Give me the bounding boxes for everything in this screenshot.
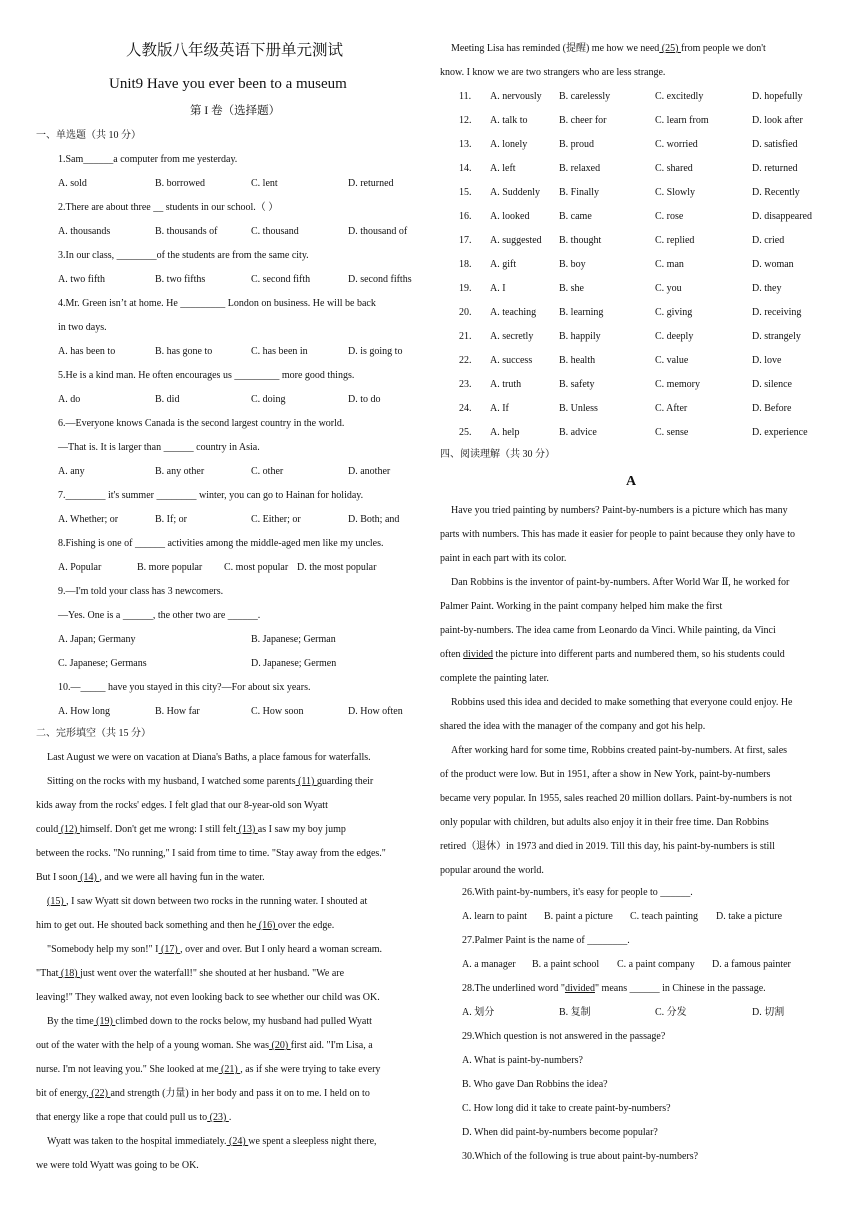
option: B. has gone to — [155, 346, 213, 357]
option: A. nervously — [490, 91, 542, 102]
option: A. learn to paint — [462, 911, 527, 922]
option: A. truth — [490, 379, 522, 390]
option: B. boy — [559, 259, 586, 270]
blank-marker: (24) — [226, 1136, 249, 1147]
passage-line: became very popular. In 1955, sales reached 20 million dollars. Paint-by-numbers is not — [440, 793, 792, 804]
option: B. came — [559, 211, 592, 222]
option: C. After — [655, 403, 688, 414]
passage-line: only popular with children, but adults also enjoy it in their free time. Dan Robbins — [440, 817, 769, 828]
blank-marker: (23) — [207, 1112, 229, 1123]
item-number: 12. — [459, 115, 472, 126]
item-number: 19. — [459, 283, 472, 294]
passage-line: But I soon (14) , and we were all having fun in the water. — [36, 872, 265, 883]
passage-line: "Somebody help my son!" I (17) , over and over. But I only heard a woman scream. — [47, 944, 383, 955]
passage-line: paint-by-numbers. The idea came from Leonardo da Vinci. While painting, da Vinci — [440, 625, 776, 636]
option: B. safety — [559, 379, 595, 390]
option: C. a paint company — [617, 959, 695, 970]
option: B. health — [559, 355, 596, 366]
option: A. secretly — [490, 331, 534, 342]
passage-line: could (12) himself. Don't get me wrong: I still felt (13) as I saw my boy jump — [36, 824, 346, 835]
passage-line: After working hard for some time, Robbins created paint-by-numbers. At first, sales — [451, 745, 788, 756]
option: D. returned — [348, 178, 394, 189]
question-stem: 29.Which question is not answered in the passage? — [462, 1031, 666, 1042]
option: D. Both; and — [348, 514, 400, 525]
item-number: 18. — [459, 259, 472, 270]
option: B. 复制 — [559, 1007, 591, 1018]
question-stem: 7.________ it's summer ________ winter, you can go to Hainan for holiday. — [58, 490, 364, 501]
passage-line: "That (18) just went over the waterfall!" she shouted at her husband. "We are — [36, 968, 345, 979]
question-stem: 4.Mr. Green isn’t at home. He _________ London on business. He will be back — [58, 298, 376, 309]
option: D. woman — [752, 259, 794, 270]
option: C. deeply — [655, 331, 694, 342]
passage-line: retired（退休）in 1973 and died in 2019. Till this day, his paint-by-numbers is still — [440, 841, 775, 852]
option: D. they — [752, 283, 782, 294]
item-number: 23. — [459, 379, 472, 390]
option: C. doing — [251, 394, 286, 405]
option: B. paint a picture — [544, 911, 613, 922]
option: A. I — [490, 283, 506, 294]
option: B. Unless — [559, 403, 598, 414]
option: D. Recently — [752, 187, 800, 198]
option: D. strangely — [752, 331, 801, 342]
option: C. rose — [655, 211, 684, 222]
blank-marker: (12) — [58, 824, 80, 835]
option: A. any — [58, 466, 85, 477]
option: C. Slowly — [655, 187, 696, 198]
option: C. shared — [655, 163, 693, 174]
option: C. worried — [655, 139, 698, 150]
passage-line: nurse. I'm not leaving you." She looked at me (21) , as if she were trying to take every — [36, 1064, 381, 1075]
item-number: 16. — [459, 211, 472, 222]
option: D. love — [752, 355, 782, 366]
option: A. left — [490, 163, 516, 174]
option: D. experience — [752, 427, 808, 438]
blank-marker: (25) — [659, 43, 681, 54]
blank-marker: (21) — [218, 1064, 241, 1075]
option: D. thousand of — [348, 226, 408, 237]
item-number: 11. — [459, 91, 472, 102]
option: B. Finally — [559, 187, 600, 198]
option: A. How long — [58, 706, 110, 717]
option: D. How often — [348, 706, 403, 717]
question-stem: in two days. — [58, 322, 107, 333]
question-stem: 1.Sam______a computer from me yesterday. — [58, 154, 238, 165]
item-number: 20. — [459, 307, 472, 318]
option: B. If; or — [155, 514, 187, 525]
option: C. thousand — [251, 226, 299, 237]
option: C. giving — [655, 307, 693, 318]
option: D. second fifths — [348, 274, 412, 285]
option: C. memory — [655, 379, 700, 390]
option: A. Whether; or — [58, 514, 119, 525]
option: A. Suddenly — [490, 187, 540, 198]
question-stem: 8.Fishing is one of ______ activities among the middle-aged men like my uncles. — [58, 538, 384, 549]
option: B. advice — [559, 427, 597, 438]
doc-subtitle: Unit9 Have you ever been to a museum — [109, 76, 347, 92]
option: A. thousands — [58, 226, 111, 237]
option: B. a paint school — [532, 959, 600, 970]
item-number: 17. — [459, 235, 472, 246]
passage-line: Last August we were on vacation at Diana's Baths, a place famous for waterfalls. — [47, 752, 371, 763]
option: D. is going to — [348, 346, 403, 357]
part-label: 第 I 卷（选择题） — [190, 105, 281, 117]
option: C. Japanese; Germans — [58, 658, 147, 669]
option: B. learning — [559, 307, 604, 318]
blank-marker: (15) — [47, 896, 67, 907]
question-stem: 27.Palmer Paint is the name of ________. — [462, 935, 630, 946]
blank-marker: (18) — [58, 968, 81, 979]
option: C. How soon — [251, 706, 304, 717]
option: C. value — [655, 355, 689, 366]
option: A. sold — [58, 178, 87, 189]
section4-heading: 四、阅读理解（共 30 分） — [440, 449, 555, 460]
option: B. borrowed — [155, 178, 205, 189]
option: C. Either; or — [251, 514, 301, 525]
blank-marker: (13) — [236, 824, 258, 835]
option: B. did — [155, 394, 180, 405]
blank-marker: (16) — [256, 920, 278, 931]
option: B. more popular — [137, 562, 203, 573]
option: D. When did paint-by-numbers become popular? — [462, 1127, 658, 1138]
option: B. cheer for — [559, 115, 607, 126]
option: D. 切割 — [752, 1007, 785, 1018]
question-stem: —That is. It is larger than ______ country in Asia. — [58, 442, 260, 453]
passage-line: him to get out. He shouted back something and then he (16) over the edge. — [36, 920, 335, 931]
option: D. take a picture — [716, 911, 783, 922]
option: C. teach painting — [630, 911, 699, 922]
option: D. the most popular — [297, 562, 377, 573]
passage-line: Sitting on the rocks with my husband, I watched some parents (11) guarding their — [47, 776, 374, 787]
option: A. teaching — [490, 307, 537, 318]
passage-line: of the product were low. But in 1951, after a show in New York, paint-by-numbers — [440, 769, 771, 780]
option: D. a famous painter — [712, 959, 791, 970]
option: D. disappeared — [752, 211, 812, 222]
option: C. you — [655, 283, 682, 294]
question-stem: 6.—Everyone knows Canada is the second largest country in the world. — [58, 418, 345, 429]
option: C. excitedly — [655, 91, 704, 102]
item-number: 14. — [459, 163, 472, 174]
option: B. any other — [155, 466, 205, 477]
passage-line: Palmer Paint. Working in the paint company helped him make the first — [440, 601, 723, 612]
option: D. Japanese; Germen — [251, 658, 337, 669]
option: D. hopefully — [752, 91, 803, 102]
option: B. she — [559, 283, 584, 294]
blank-marker: (20) — [269, 1040, 291, 1051]
passage-label: A — [626, 474, 637, 489]
option: A. What is paint-by-numbers? — [462, 1055, 583, 1066]
passage-line: Dan Robbins is the inventor of paint-by-numbers. After World War Ⅱ, he worked for — [451, 577, 790, 588]
passage-line: between the rocks. "No running," I said from time to time. "Stay away from the edges." — [36, 848, 386, 859]
option: A. 划分 — [462, 1007, 495, 1018]
question-stem: 5.He is a kind man. He often encourages us _________ more good things. — [58, 370, 355, 381]
blank-marker: (14) — [77, 872, 100, 883]
question-stem: 9.—I'm told your class has 3 newcomers. — [58, 586, 224, 597]
option: B. two fifths — [155, 274, 206, 285]
option: A. help — [490, 427, 520, 438]
question-stem: 26.With paint-by-numbers, it's easy for people to ______. — [462, 887, 693, 898]
blank-marker: (11) — [295, 776, 317, 787]
option: A. If — [490, 403, 509, 414]
option: B. Japanese; German — [251, 634, 336, 645]
option: D. Before — [752, 403, 792, 414]
option: B. carelessly — [559, 91, 611, 102]
option: A. do — [58, 394, 81, 405]
blank-marker: (19) — [93, 1016, 116, 1027]
blank-marker: divided — [463, 649, 494, 660]
item-number: 22. — [459, 355, 472, 366]
question-stem: 3.In our class, ________of the students are from the same city. — [58, 250, 309, 261]
option: B. Who gave Dan Robbins the idea? — [462, 1079, 608, 1090]
blank-marker: (22) — [88, 1088, 111, 1099]
passage-line: Meeting Lisa has reminded (提醒) me how we need (25) from people we don't — [451, 43, 766, 54]
option: A. gift — [490, 259, 517, 270]
section1-heading: 一、单选题（共 10 分） — [36, 130, 141, 141]
passage-line: By the time (19) climbed down to the rocks below, my husband had pulled Wyatt — [47, 1016, 372, 1027]
item-number: 13. — [459, 139, 472, 150]
question-stem: 30.Which of the following is true about paint-by-numbers? — [462, 1151, 699, 1162]
option: D. cried — [752, 235, 785, 246]
question-stem: 10.—_____ have you stayed in this city?—For about six years. — [58, 682, 311, 693]
option: B. thousands of — [155, 226, 218, 237]
item-number: 15. — [459, 187, 472, 198]
option: D. look after — [752, 115, 803, 126]
option: D. returned — [752, 163, 798, 174]
passage-line: (15) , I saw Wyatt sit down between two rocks in the running water. I shouted at — [47, 896, 368, 907]
option: C. How long did it take to create paint-by-numbers? — [462, 1103, 671, 1114]
option: A. lonely — [490, 139, 528, 150]
passage-line: Have you tried painting by numbers? Paint-by-numbers is a picture which has many — [451, 505, 788, 516]
option: B. proud — [559, 139, 594, 150]
option: D. silence — [752, 379, 792, 390]
option: D. receiving — [752, 307, 802, 318]
option: D. to do — [348, 394, 381, 405]
option: A. talk to — [490, 115, 528, 126]
option: B. relaxed — [559, 163, 601, 174]
passage-line: that energy like a rope that could pull us to (23) . — [36, 1112, 232, 1123]
passage-line: Robbins used this idea and decided to make something that everyone could enjoy. He — [451, 697, 793, 708]
passage-line: we were told Wyatt was going to be OK. — [36, 1160, 199, 1171]
option: B. happily — [559, 331, 601, 342]
option: A. Popular — [58, 562, 102, 573]
item-number: 25. — [459, 427, 472, 438]
passage-line: parts with numbers. This has made it easier for people to paint because they only have to — [440, 529, 795, 540]
passage-line: kids away from the rocks' edges. I felt glad that our 8-year-old son Wyatt — [36, 800, 328, 811]
blank-marker: (17) — [158, 944, 181, 955]
option: C. most popular — [224, 562, 289, 573]
passage-line: paint in each part with its color. — [440, 553, 567, 564]
option: B. How far — [155, 706, 200, 717]
blank-marker: divided — [564, 983, 595, 994]
doc-title: 人教版八年级英语下册单元测试 — [126, 42, 344, 59]
passage-line: shared the idea with the manager of the company and got his help. — [440, 721, 706, 732]
question-stem: —Yes. One is a ______, the other two are ______. — [58, 610, 261, 621]
option: A. has been to — [58, 346, 116, 357]
passage-line: popular around the world. — [440, 865, 544, 876]
option: C. lent — [251, 178, 278, 189]
option: C. sense — [655, 427, 689, 438]
option: C. man — [655, 259, 684, 270]
option: A. looked — [490, 211, 530, 222]
section2-heading: 二、完形填空（共 15 分） — [36, 728, 151, 739]
option: C. 分发 — [655, 1007, 687, 1018]
option: B. thought — [559, 235, 602, 246]
question-stem: 2.There are about three __ students in our school.（ ） — [58, 202, 279, 213]
passage-line: complete the painting later. — [440, 673, 549, 684]
option: A. a manager — [462, 959, 516, 970]
question-stem: 28.The underlined word "divided" means ______ in Chinese in the passage. — [462, 983, 766, 994]
item-number: 24. — [459, 403, 472, 414]
option: A. suggested — [490, 235, 542, 246]
option: C. other — [251, 466, 284, 477]
option: A. Japan; Germany — [58, 634, 136, 645]
option: A. two fifth — [58, 274, 105, 285]
passage-line: bit of energy, (22) and strength (力量) in her body and pass it on to me. I held on to — [36, 1088, 370, 1099]
option: C. has been in — [251, 346, 308, 357]
passage-line: leaving!" They walked away, not even looking back to see whether our child was OK. — [36, 992, 380, 1003]
item-number: 21. — [459, 331, 472, 342]
option: D. another — [348, 466, 391, 477]
option: C. second fifth — [251, 274, 311, 285]
option: D. satisfied — [752, 139, 798, 150]
passage-line: often divided the picture into different parts and numbered them, so his students could — [440, 649, 785, 660]
passage-line: Wyatt was taken to the hospital immediately. (24) we spent a sleepless night there, — [47, 1136, 377, 1147]
option: C. replied — [655, 235, 695, 246]
option: A. success — [490, 355, 533, 366]
passage-line: know. I know we are two strangers who are less strange. — [440, 67, 666, 78]
option: C. learn from — [655, 115, 709, 126]
passage-line: out of the water with the help of a young woman. She was (20) first aid. "I'm Lisa, a — [36, 1040, 373, 1051]
